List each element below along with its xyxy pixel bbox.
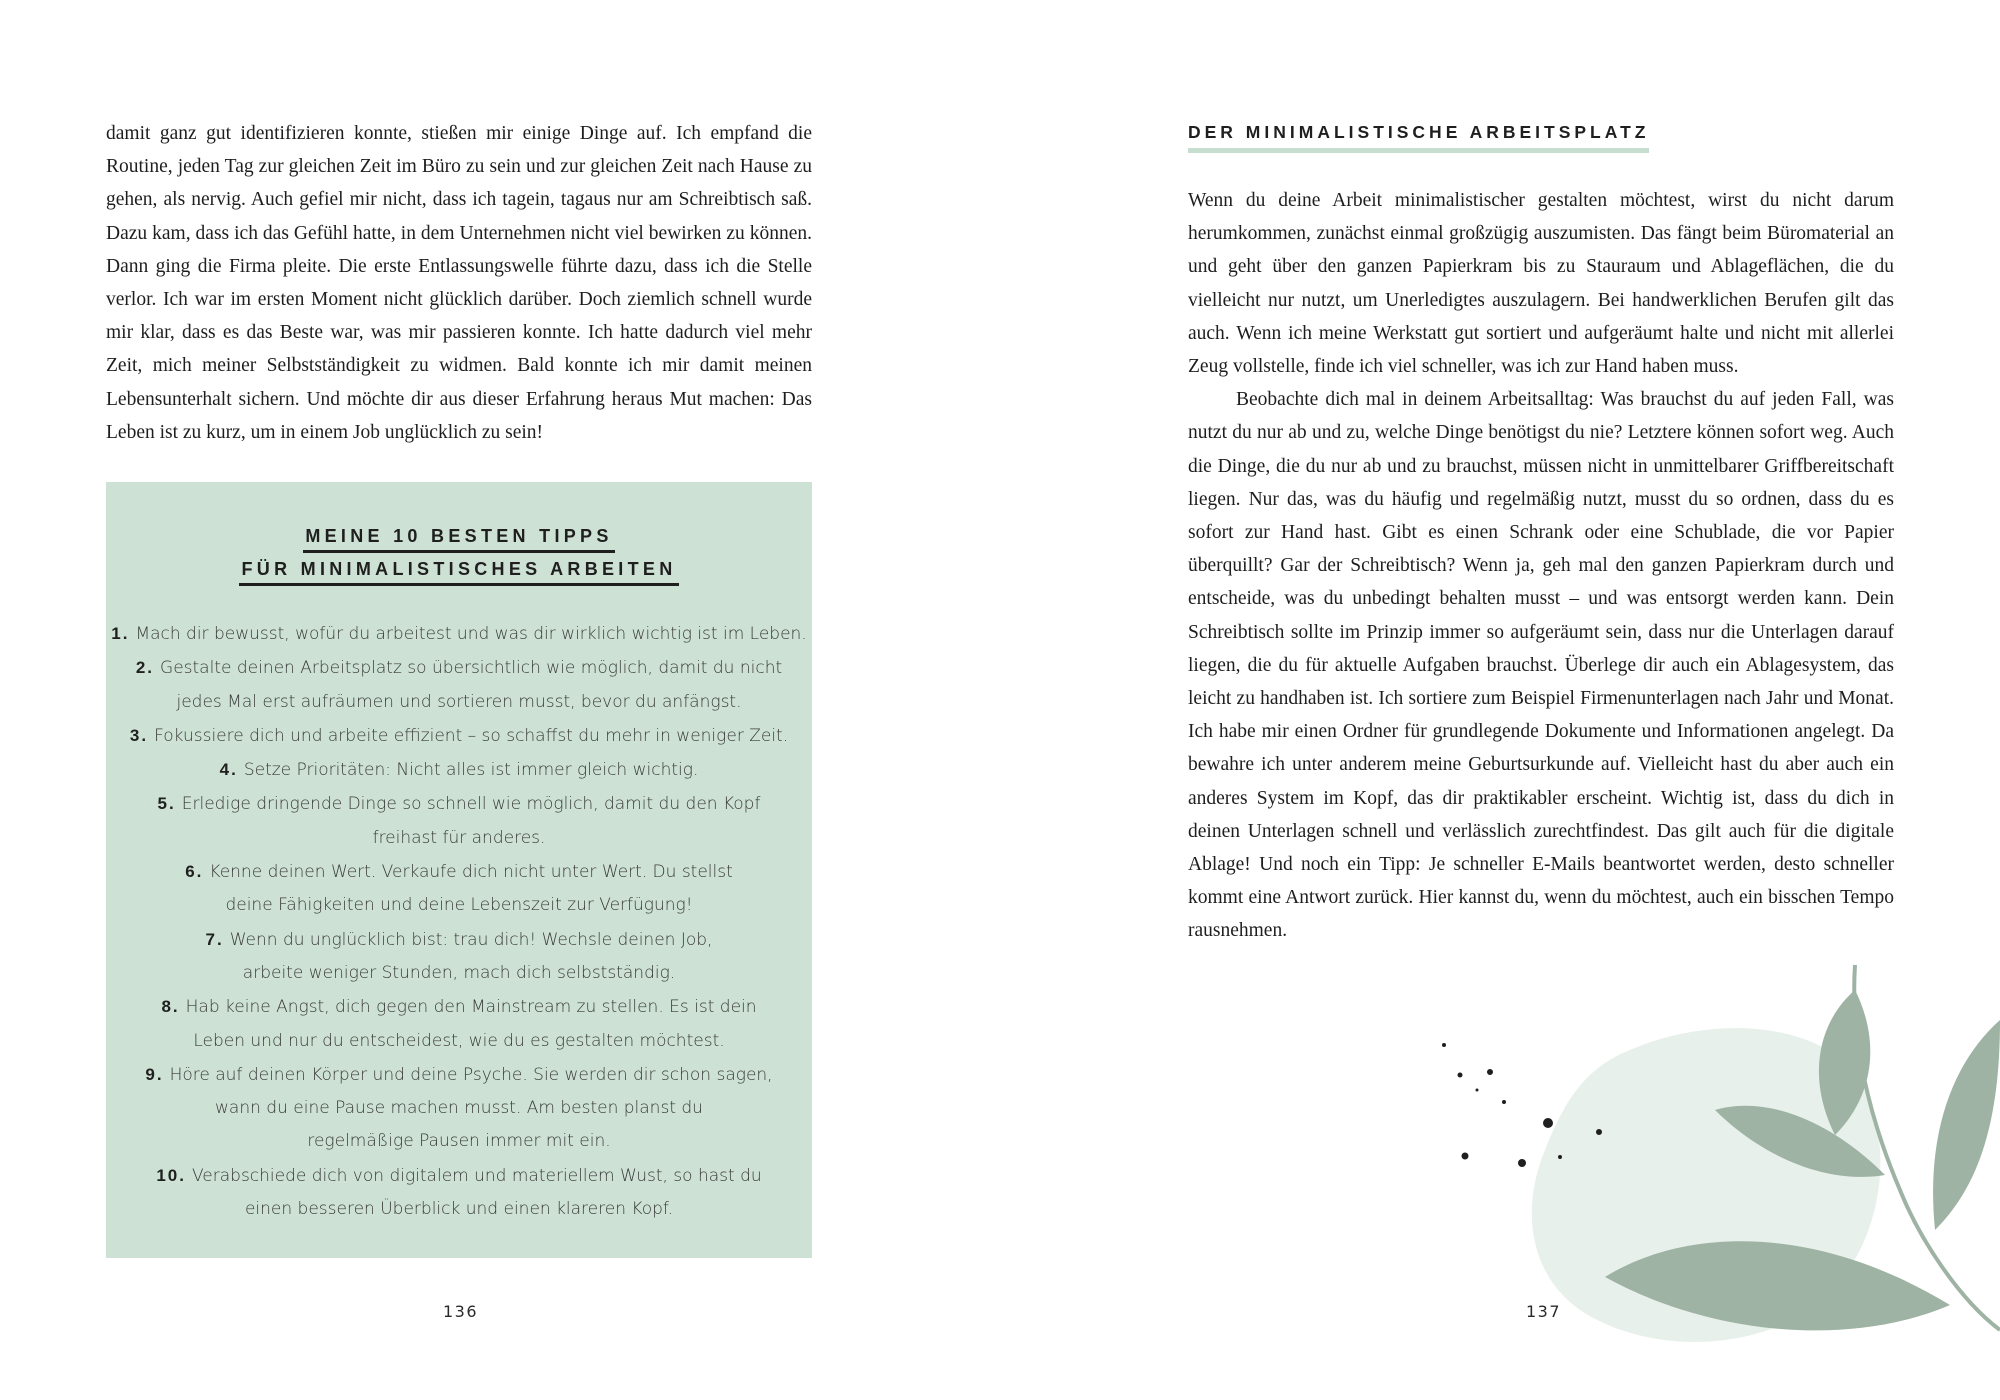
left-body-text	[106, 117, 812, 449]
tip-text: Wenn du unglücklich bist: trau dich! Wechsle deinen Job,	[229, 929, 713, 950]
tip-text: Erledige dringende Dinge so schnell wie möglich, damit du den Kopf	[181, 794, 761, 815]
tip-item-9-line-1	[106, 1058, 812, 1092]
tip-text: arbeite weniger Stunden, mach dich selbstständig.	[242, 962, 676, 983]
tips-list	[106, 617, 812, 1226]
tip-number: 4.	[219, 760, 238, 780]
tip-number: 7.	[205, 929, 224, 949]
right-paragraph-1: Wenn du deine Arbeit minimalistischer gestalten möchtest, wirst du nicht darum herumkommen, zunächst einmal großzügig auszumisten. Das fängt beim Büromaterial an und geht über den ganzen Papierkram bis zu Stauraum und Ablageflächen, die du vielleicht nur nutzt, um Unerledigtes auszulagern. Bei handwerklichen Berufen gilt das auch. Wenn ich meine Werkstatt gut sortiert und aufgeräumt halte und nicht mit allerlei Zeug vollstelle, finde ich viel schneller, was ich zur Hand haben muss.	[1188, 190, 1894, 378]
tip-text: Mach dir bewusst, wofür du arbeitest und was dir wirklich wichtig ist im Leben.	[135, 624, 807, 644]
tip-text: deine Fähigkeiten und deine Lebenszeit zur Verfügung!	[225, 895, 693, 916]
right-body-text	[1188, 184, 1894, 948]
tip-item-9-line-3	[106, 1125, 812, 1158]
tip-item-8-line-2	[106, 1025, 812, 1058]
tips-box	[106, 482, 812, 1258]
tip-item-1-line-1	[106, 617, 812, 651]
tip-item-2-line-2	[106, 686, 812, 719]
tip-item-2-line-1	[106, 651, 812, 685]
tip-text: freihast für anderes.	[372, 827, 546, 848]
tip-item-7-line-2	[106, 957, 812, 990]
left-paragraph-1: damit ganz gut identifizieren konnte, stießen mir einige Dinge auf. Ich empfand die Routine, jeden Tag zur gleichen Zeit im Büro zu sein und zur gleichen Zeit nach Hause zu gehen, als nervig. Auch gefiel mir nicht, dass ich tagein, tagaus nur am Schreibtisch saß. Dazu kam, dass ich das Gefühl hatte, in dem Unternehmen nicht viel bewirken zu können. Dann ging die Firma pleite. Die erste Entlassungswelle führte dazu, dass ich die Stelle verlor. Ich war im ersten Moment nicht glücklich darüber. Doch ziemlich schnell wurde mir klar, dass es das Beste war, was mir passieren konnte. Ich hatte dadurch viel mehr Zeit, mich meiner Selbstständigkeit zu widmen. Bald konnte ich mir damit meinen Lebensunterhalt sichern. Und möchte dir aus dieser Erfahrung heraus Mut machen: Das Leben ist zu kurz, um in einem Job unglücklich zu sein!	[106, 123, 812, 443]
tip-text: Kenne deinen Wert. Verkaufe dich nicht unter Wert. Du stellst	[209, 862, 733, 883]
tip-number: 2.	[135, 658, 155, 678]
tip-text: Leben und nur du entscheidest, wie du es gestalten möchtest.	[193, 1030, 725, 1051]
tip-text: Gestalte deinen Arbeitsplatz so übersichtlich wie möglich, damit du nicht	[160, 658, 783, 679]
leaf-right	[1933, 1020, 2000, 1230]
tip-number: 6.	[185, 862, 204, 882]
section-heading: DER MINIMALISTISCHE ARBEITSPLATZ	[1188, 122, 1649, 153]
tip-text: wann du eine Pause machen musst. Am besten planst du	[215, 1098, 703, 1119]
tip-item-4-line-1	[106, 753, 812, 787]
tip-text: Setze Prioritäten: Nicht alles ist immer gleich wichtig.	[243, 760, 699, 781]
tip-text: Hab keine Angst, dich gegen den Mainstream zu stellen. Es ist dein	[185, 997, 757, 1018]
page-number-right: 137	[1526, 1302, 1562, 1321]
tip-item-7-line-1	[106, 923, 812, 957]
page-number-left: 136	[443, 1302, 479, 1321]
tip-item-3-line-1	[106, 719, 812, 753]
tip-item-10-line-1	[106, 1159, 812, 1193]
tip-item-5-line-1	[106, 787, 812, 821]
tip-text: einen besseren Überblick und einen klareren Kopf.	[244, 1199, 674, 1220]
tip-number: 8.	[161, 997, 180, 1017]
right-paragraph-2: Beobachte dich mal in deinem Arbeitsalltag: Was brauchst du auf jeden Fall, was nutzt du nur ab und zu, welche Dinge benötigst du nie? Letztere können sofort weg. Auch die Dinge, die du nur ab und zu brauchst, müssen nicht in unmittelbarer Griffbereitschaft liegen. Nur das, was du häufig und regelmäßig nutzt, musst du so ordnen, dass du es sofort zur Hand hast. Gibt es einen Schrank oder eine Schublade, die vor Papier überquillt? Gar der Schreibtisch? Wenn ja, geh mal den ganzen Papierkram durch und entscheide, was du unbedingt behalten musst – und was entsorgt werden kann. Dein Schreibtisch sollte im Prinzip immer so aufgeräumt sein, dass nur die Unterlagen darauf liegen, die du für aktuelle Aufgaben brauchst. Überlege dir auch ein Ablagesystem, das leicht zu handhaben ist. Ich sortiere zum Beispiel Firmenunterlagen nach Jahr und Monat. Ich habe mir einen Ordner für grundlegende Dokumente und Informationen angelegt. Da bewahre ich unter anderem meine Geburtsurkunde auf. Vielleicht hast du aber auch ein anderes System im Kopf, das dir praktikabler erscheint. Wichtig ist, dass du dich in deinen Unterlagen schnell und verlässlich zurechtfindest. Das gilt auch für die digitale Ablage! Und noch ein Tipp: Je schneller E-Mails beantwortet werden, desto schneller kommt eine Antwort zurück. Hier kannst du, wenn du möchtest, auch ein bisschen Tempo rausnehmen.	[1188, 389, 1894, 942]
tip-item-9-line-2	[106, 1092, 812, 1125]
tip-text: jedes Mal erst aufräumen und sortieren musst, bevor du anfängst.	[176, 691, 742, 712]
tip-text: Verabschiede dich von digitalem und materiellem Wust, so hast du	[191, 1165, 762, 1186]
tip-item-6-line-1	[106, 855, 812, 889]
tips-heading-line-1: MEINE 10 BESTEN TIPPS	[303, 522, 614, 553]
tip-item-8-line-1	[106, 990, 812, 1024]
tips-heading	[106, 522, 812, 588]
tip-item-10-line-2	[106, 1193, 812, 1226]
tip-number: 3.	[129, 725, 149, 745]
tip-item-6-line-2	[106, 889, 812, 922]
tip-number: 5.	[157, 794, 176, 814]
tip-text: Fokussiere dich und arbeite effizient – so schaffst du mehr in weniger Zeit.	[154, 725, 789, 746]
tip-number: 9.	[145, 1064, 164, 1084]
tip-item-5-line-2	[106, 822, 812, 855]
tip-text: Höre auf deinen Körper und deine Psyche. Sie werden dir schon sagen,	[169, 1064, 773, 1085]
tip-number: 10.	[156, 1165, 186, 1185]
tip-text: regelmäßige Pausen immer mit ein.	[307, 1131, 611, 1152]
tip-number: 1.	[111, 624, 130, 643]
leaf-branch-illustration-icon	[1380, 960, 2000, 1360]
tips-heading-line-2: FÜR MINIMALISTISCHES ARBEITEN	[239, 555, 678, 586]
